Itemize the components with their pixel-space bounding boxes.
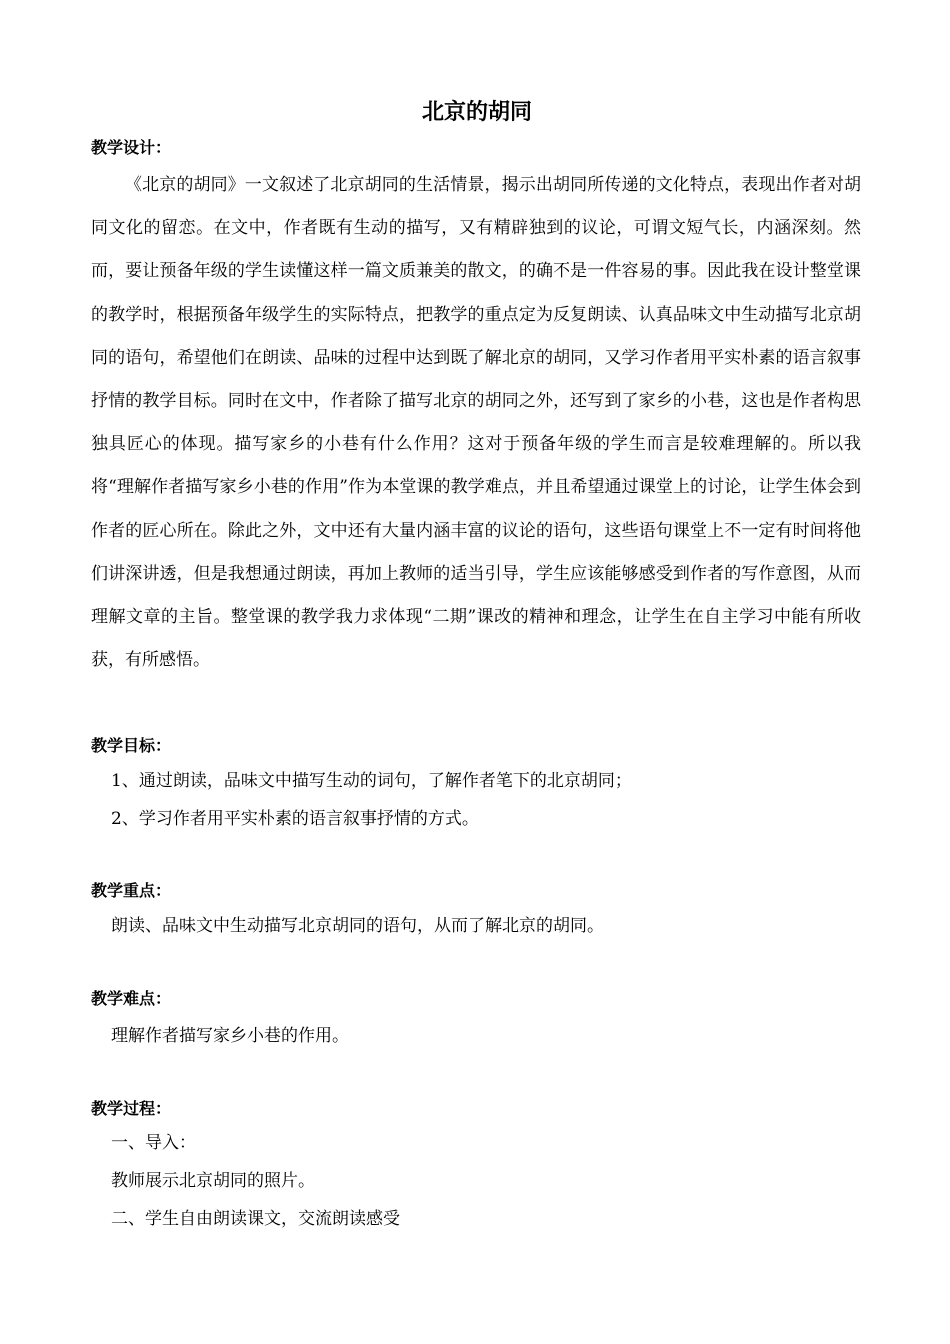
section-heading-difficulties: 教学难点： [91,989,172,1008]
section-heading-goals: 教学目标： [91,736,172,755]
section-heading-design: 教学设计： [91,138,172,157]
document-page [91,96,861,1229]
section-heading-process: 教学过程： [91,1099,172,1118]
difficulties-text: 理解作者描写家乡小巷的作用。 [111,1026,349,1046]
goal-item: 2、学习作者用平实朴素的语言叙事抒情的方式。 [111,809,479,829]
key-points-text: 朗读、品味文中生动描写北京胡同的语句，从而了解北京的胡同。 [111,916,604,936]
document-title: 北京的胡同 [421,100,532,125]
process-item: 二、学生自由朗读课文，交流朗读感受 [111,1209,400,1229]
design-paragraph: 《北京的胡同》一文叙述了北京胡同的生活情景，揭示出胡同所传递的文化特点，表现出作者对胡同文化的留恋。在文中，作者既有生动的描写，又有精辟独到的议论，可谓文短气长，内涵深刻。然而，要让预备年级的学生读懂这样一篇文质兼美的散文，的确不是一件容易的事。因此我在设计整堂课的教学时，根据预备年级学生的实际特点，把教学的重点定为反复朗读、认真品味文中生动描写北京胡同的语句，希望他们在朗读、品味的过程中达到既了解北京的胡同，又学习作者用平实朴素的语言叙事抒情的教学目标。同时在文中，作者除了描写北京的胡同之外，还写到了家乡的小巷，这也是作者构思独具匠心的体现。描写家乡的小巷有什么作用？这对于预备年级的学生而言是较难理解的。所以我将“理解作者描写家乡小巷的作用”作为本堂课的教学难点，并且希望通过课堂上的讨论，让学生体会到作者的匠心所在。除此之外，文中还有大量内涵丰富的议论的语句，这些语句课堂上不一定有时间将他们讲深讲透，但是我想通过朗读，再加上教师的适当引导，学生应该能够感受到作者的写作意图，从而理解文章的主旨。整堂课的教学我力求体现“二期”课改的精神和理念，让学生在自主学习中能有所收获，有所感悟。 [91,175,861,671]
section-heading-key-points: 教学重点： [91,881,172,900]
goal-item: 1、通过朗读，品味文中描写生动的词句，了解作者笔下的北京胡同； [111,771,632,791]
process-item: 一、导入： [111,1133,196,1153]
process-item: 教师展示北京胡同的照片。 [111,1171,315,1191]
